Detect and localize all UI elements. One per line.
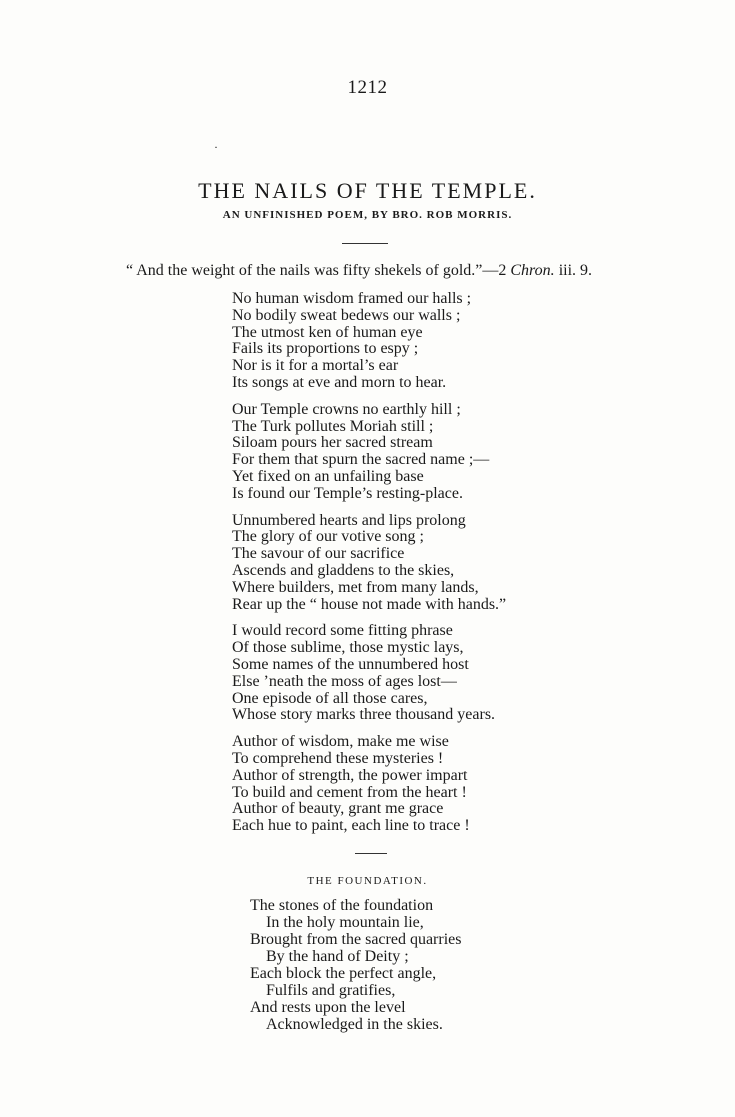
poem-line: Acknowledged in the skies. (266, 1016, 443, 1033)
poem-line: Fulfils and gratifies, (266, 982, 396, 999)
poem-line: The savour of our sacrifice (232, 545, 405, 563)
poem-line: The Turk pollutes Moriah still ; (232, 417, 434, 435)
poem-line: To comprehend these mysteries ! (232, 749, 444, 767)
poem-line: Siloam pours her sacred stream (232, 434, 433, 452)
poem-line: Is found our Temple’s resting-place. (232, 484, 463, 502)
poem-line: By the hand of Deity ; (266, 948, 409, 965)
section-divider (355, 853, 387, 854)
poem-subtitle: AN UNFINISHED POEM, BY BRO. ROB MORRIS. (222, 209, 513, 221)
epigraph-citation-book: Chron. (510, 262, 555, 279)
epigraph (126, 262, 592, 280)
poem-line: And rests upon the level (250, 999, 406, 1016)
poem-line: Of those sublime, those mystic lays, (232, 639, 464, 657)
section-heading: THE FOUNDATION. (307, 875, 428, 887)
foundation-stanza (250, 897, 461, 1033)
poem-body (232, 291, 506, 845)
stanza-3 (232, 513, 506, 614)
poem-line: The utmost ken of human eye (232, 323, 423, 341)
page-number: 1212 (347, 77, 388, 98)
poem-line: To build and cement from the heart ! (232, 783, 467, 801)
poem-line: In the holy mountain lie, (266, 914, 424, 931)
poem-line: The glory of our votive song ; (232, 528, 424, 546)
stanza-4 (232, 623, 506, 724)
poem-line: Ascends and gladdens to the skies, (232, 561, 455, 579)
poem-line: Rear up the “ house not made with hands.” (232, 595, 507, 613)
stanza-5 (232, 734, 506, 835)
poem-line: No human wisdom framed our halls ; (232, 290, 472, 307)
poem-line: Yet fixed on an unfailing base (232, 467, 424, 485)
stanza-1 (232, 291, 506, 392)
poem-line: Some names of the unnumbered host (232, 655, 469, 673)
poem-line: No bodily sweat bedews our walls ; (232, 306, 461, 324)
poem-line: Its songs at eve and morn to hear. (232, 373, 447, 391)
poem-line: Where builders, met from many lands, (232, 578, 479, 596)
poem-line: Each block the perfect angle, (250, 965, 437, 982)
poem-line: Unnumbered hearts and lips prolong (232, 511, 466, 529)
poem-line: Author of beauty, grant me grace (232, 800, 444, 818)
poem-line: Nor is it for a mortal’s ear (232, 357, 399, 375)
stanza-2 (232, 402, 506, 503)
poem-line: One episode of all those cares, (232, 689, 428, 707)
poem-line: Our Temple crowns no earthly hill ; (232, 400, 461, 418)
poem-line: Each hue to paint, each line to trace ! (232, 817, 470, 835)
poem-line: Whose story marks three thousand years. (232, 706, 496, 724)
poem-line: For them that spurn the sacred name ;— (232, 451, 490, 469)
poem-line: Fails its proportions to espy ; (232, 340, 419, 358)
poem-title: THE NAILS OF THE TEMPLE. (198, 178, 537, 203)
print-speck: · (214, 140, 218, 154)
epigraph-quote: “ And the weight of the nails was fifty shekels of gold.”—2 (126, 262, 511, 279)
poem-line: Author of strength, the power impart (232, 766, 468, 784)
poem-line: Brought from the sacred quarries (250, 931, 462, 948)
epigraph-citation-ref: iii. 9. (554, 262, 593, 279)
title-divider (342, 243, 388, 244)
poem-line: Else ’neath the moss of ages lost— (232, 672, 457, 690)
poem-line: Author of wisdom, make me wise (232, 733, 449, 751)
poem-line: I would record some fitting phrase (232, 622, 453, 640)
poem-line: The stones of the foundation (250, 897, 434, 914)
